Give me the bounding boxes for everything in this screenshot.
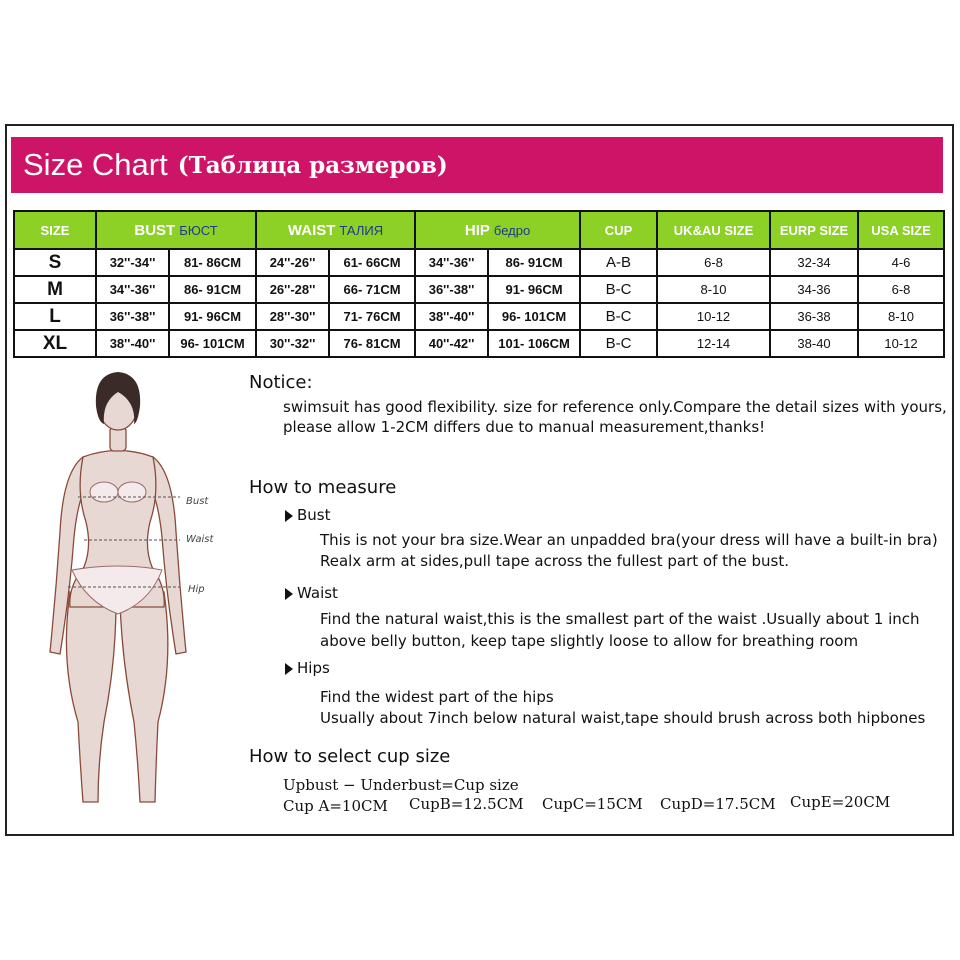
header-waist-en: WAIST <box>287 221 336 239</box>
cell-waist-cm: 66- 71CM <box>329 276 415 303</box>
cell-waist-in: 30''-32'' <box>256 330 329 357</box>
cell-hip-in: 34''-36'' <box>415 249 488 276</box>
cell-waist-in: 26''-28'' <box>256 276 329 303</box>
cell-eu: 34-36 <box>770 276 858 303</box>
cell-hip-in: 38''-40'' <box>415 303 488 330</box>
bikini-top-right <box>118 482 146 502</box>
cell-bust-cm: 91- 96CM <box>169 303 256 330</box>
cell-usa: 4-6 <box>858 249 944 276</box>
header-waist <box>256 211 415 249</box>
cell-cup: A-B <box>580 249 657 276</box>
header-waist-ru: ТАЛИЯ <box>339 222 384 238</box>
header-cup: CUP <box>580 211 657 249</box>
cell-waist-cm: 71- 76CM <box>329 303 415 330</box>
header-hip <box>415 211 580 249</box>
cell-size: L <box>14 303 96 330</box>
header-hip-en: HIP <box>464 221 490 239</box>
bust-line-2: Realx arm at sides,pull tape across the fullest part of the bust. <box>320 552 790 570</box>
cup-c: CupC=15CM <box>542 795 643 813</box>
bust-line-1: This is not your bra size.Wear an unpadded bra(your dress will have a built-in bra) <box>320 531 938 549</box>
cell-bust-in: 38''-40'' <box>96 330 169 357</box>
bikini-top-left <box>90 482 118 502</box>
cup-formula: Upbust − Underbust=Cup size <box>283 776 519 794</box>
cell-hip-in: 40''-42'' <box>415 330 488 357</box>
arrow-icon <box>285 663 293 675</box>
header-usa: USA SIZE <box>858 211 944 249</box>
cell-waist-cm: 61- 66CM <box>329 249 415 276</box>
cell-bust-in: 36''-38'' <box>96 303 169 330</box>
header-bust <box>96 211 256 249</box>
cell-bust-in: 32''-34'' <box>96 249 169 276</box>
hips-line-1: Find the widest part of the hips <box>320 688 554 706</box>
bust-label: Bust <box>297 506 331 524</box>
table-row <box>14 303 944 330</box>
size-table <box>13 210 945 358</box>
cell-hip-in: 36''-38'' <box>415 276 488 303</box>
cell-cup: B-C <box>580 330 657 357</box>
cell-hip-cm: 91- 96CM <box>488 276 580 303</box>
header-eu: EURP SIZE <box>770 211 858 249</box>
notice-heading: Notice: <box>249 372 313 393</box>
figure-bust-label: Bust <box>186 496 209 507</box>
table-header-row <box>14 211 944 249</box>
cell-hip-cm: 101- 106CM <box>488 330 580 357</box>
cell-usa: 8-10 <box>858 303 944 330</box>
cup-heading: How to select cup size <box>249 746 451 767</box>
table-row <box>14 249 944 276</box>
header-hip-ru: бедро <box>493 222 531 238</box>
cell-size: M <box>14 276 96 303</box>
figure-hip-label: Hip <box>188 584 205 595</box>
waist-subheading <box>285 584 338 602</box>
cell-bust-cm: 86- 91CM <box>169 276 256 303</box>
table-row <box>14 330 944 357</box>
cell-hip-cm: 96- 101CM <box>488 303 580 330</box>
hips-subheading <box>285 659 330 677</box>
cell-hip-cm: 86- 91CM <box>488 249 580 276</box>
notice-line-2: please allow 1-2CM differs due to manual measurement,thanks! <box>283 418 766 436</box>
body-figure-illustration <box>38 362 238 832</box>
arrow-icon <box>285 588 293 600</box>
bust-subheading <box>285 506 331 524</box>
table-row <box>14 276 944 303</box>
cell-eu: 38-40 <box>770 330 858 357</box>
measure-heading: How to measure <box>249 477 397 498</box>
hips-line-2: Usually about 7inch below natural waist,tape should brush across both hipbones <box>320 709 926 727</box>
header-size: SIZE <box>14 211 96 249</box>
cell-waist-in: 24''-26'' <box>256 249 329 276</box>
chart-subtitle: (Таблица размеров) <box>177 151 448 179</box>
figure-waist-label: Waist <box>186 534 214 545</box>
waist-line-2: above belly button, keep tape slightly loose to allow for breathing room <box>320 632 859 650</box>
cup-d: CupD=17.5CM <box>660 795 776 813</box>
cell-waist-in: 28''-30'' <box>256 303 329 330</box>
cell-uk: 6-8 <box>657 249 770 276</box>
notice-line-1: swimsuit has good flexibility. size for reference only.Compare the detail sizes with yours, <box>283 398 947 416</box>
cup-a: Cup A=10CM <box>283 797 388 815</box>
cup-b: CupB=12.5CM <box>409 795 524 813</box>
cell-bust-cm: 81- 86CM <box>169 249 256 276</box>
cell-size: S <box>14 249 96 276</box>
cell-cup: B-C <box>580 303 657 330</box>
cell-size: XL <box>14 330 96 357</box>
cell-eu: 36-38 <box>770 303 858 330</box>
header-bust-en: BUST <box>134 221 176 239</box>
title-banner <box>11 137 943 193</box>
cell-eu: 32-34 <box>770 249 858 276</box>
waist-label: Waist <box>297 584 338 602</box>
cell-usa: 10-12 <box>858 330 944 357</box>
left-leg <box>66 592 116 802</box>
cell-uk: 10-12 <box>657 303 770 330</box>
header-uk: UK&AU SIZE <box>657 211 770 249</box>
header-bust-ru: БЮСТ <box>179 222 218 238</box>
waist-line-1: Find the natural waist,this is the smallest part of the waist .Usually about 1 inch <box>320 610 920 628</box>
cell-uk: 8-10 <box>657 276 770 303</box>
cell-bust-cm: 96- 101CM <box>169 330 256 357</box>
cell-uk: 12-14 <box>657 330 770 357</box>
right-leg <box>120 592 168 802</box>
cell-waist-cm: 76- 81CM <box>329 330 415 357</box>
hips-label: Hips <box>297 659 330 677</box>
cell-usa: 6-8 <box>858 276 944 303</box>
cell-cup: B-C <box>580 276 657 303</box>
cell-bust-in: 34''-36'' <box>96 276 169 303</box>
chart-title: Size Chart <box>23 147 168 182</box>
cup-e: CupE=20CM <box>790 793 891 811</box>
arrow-icon <box>285 510 293 522</box>
